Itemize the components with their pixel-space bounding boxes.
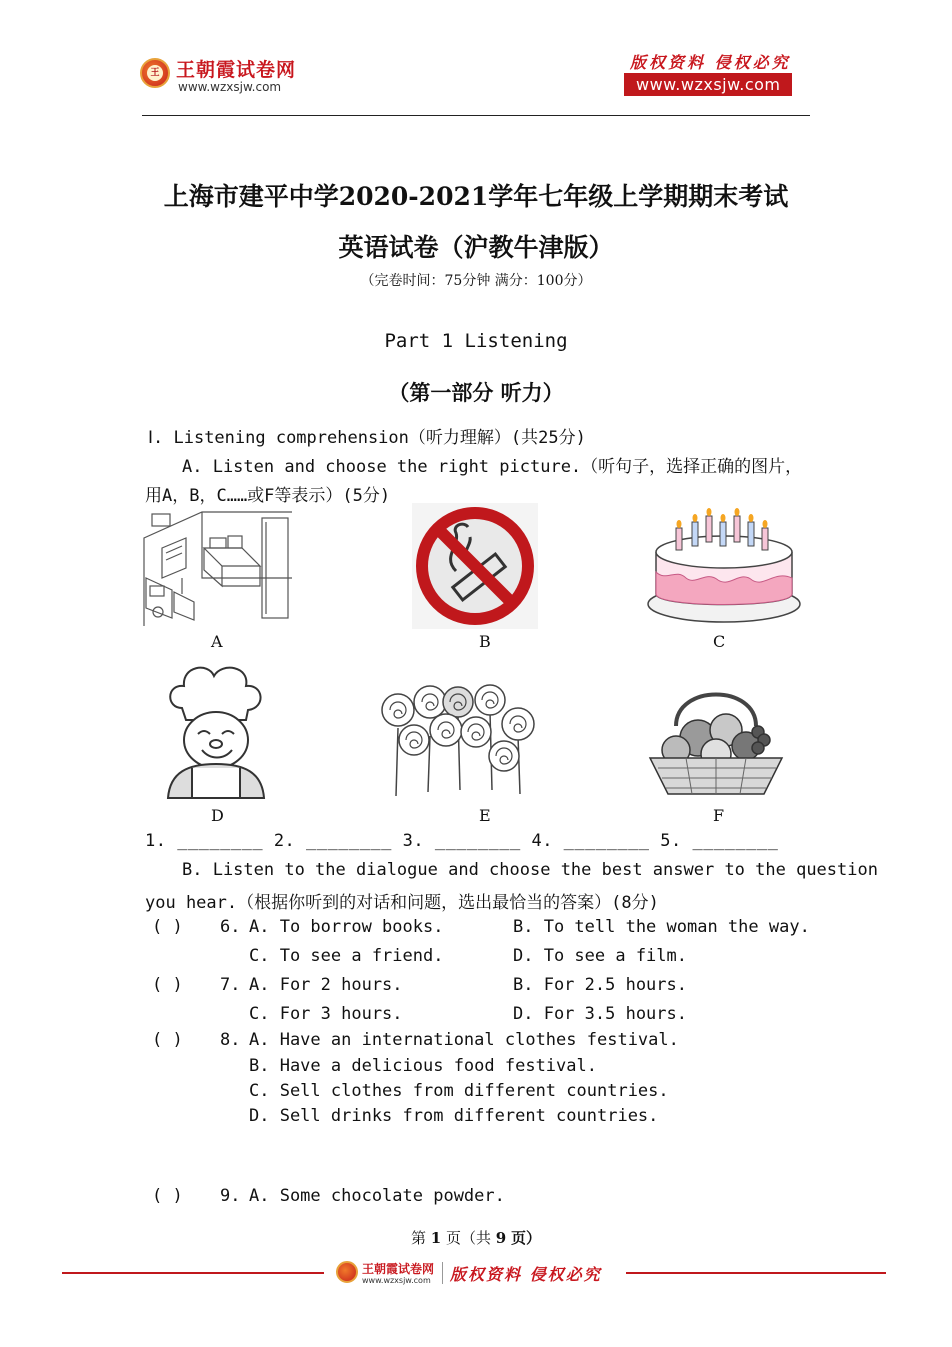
picture-label-e: E [479,806,491,825]
answer-blanks[interactable]: 1. ________ 2. ________ 3. ________ 4. ________ 5. ________ [145,831,779,851]
option-7a: A. For 2 hours. [249,975,403,995]
fruit-basket-picture [646,676,786,800]
lollipops-picture [378,680,550,800]
logo-url[interactable]: www.wzxsjw.com [178,80,282,94]
birthday-cake-picture [646,508,802,626]
section-a-instruction-1: A. Listen and choose the right picture.（听句子，选择正确的图片， [182,457,803,477]
footer-logo-url[interactable]: www.wzxsjw.com [362,1276,431,1285]
option-6c: C. To see a friend. [249,946,444,966]
no-smoking-sign [412,503,538,629]
question-number-7: 7. [220,975,241,995]
page-current: 1 [430,1229,442,1247]
question-number-9: 9. [220,1186,241,1206]
footer-rights: 版权资料 侵权必究 [450,1265,602,1284]
picture-label-f: F [713,806,725,825]
part-title-en: Part 1 Listening [384,330,568,352]
answer-paren-8[interactable]: ( ) [152,1030,183,1050]
footer-separator [442,1262,443,1284]
option-7c: C. For 3 hours. [249,1004,403,1024]
option-8a: A. Have an international clothes festival. [249,1030,679,1050]
bedroom-picture [142,508,294,628]
picture-label-a: A [211,632,223,651]
question-number-8: 8. [220,1030,241,1050]
picture-label-b: B [479,632,491,651]
picture-label-c: C [713,632,726,651]
option-8c: C. Sell clothes from different countries. [249,1081,669,1101]
page-total: 9 [495,1229,507,1247]
section-b-instruction-2: you hear.（根据你听到的对话和问题，选出最恰当的答案）(8分) [145,893,659,913]
rights-notice: 版权资料 侵权必究 [630,53,791,72]
page-prefix: 第 [410,1229,426,1247]
footer-logo-title: 王朝霞试卷网 [362,1262,435,1276]
page-suffix: 页） [511,1229,542,1247]
section-b-instruction-1: B. Listen to the dialogue and choose the best answer to the question [182,860,878,880]
answer-paren-6[interactable]: ( ) [152,917,183,937]
section-a-instruction-2: 用A，B，C……或F等表示）(5分) [145,486,391,506]
option-6d: D. To see a film. [513,946,687,966]
logo-emblem [140,58,170,88]
section-heading: Ⅰ. Listening comprehension（听力理解）(共25分) [148,428,586,448]
part-title-zh: （第一部分 听力） [388,380,564,405]
option-6b: B. To tell the woman the way. [513,917,810,937]
option-7b: B. For 2.5 hours. [513,975,687,995]
logo-badge: 王 [147,65,163,81]
chef-picture [160,660,272,800]
exam-subtitle: 英语试卷（沪教牛津版） [338,233,614,262]
page-mid: 页（共 [445,1229,491,1247]
page-number [0,1227,952,1248]
footer-rule-right [626,1272,886,1274]
logo-title: 王朝霞试卷网 [176,59,297,81]
footer-logo-emblem [336,1261,358,1283]
footer-rule-left [62,1272,324,1274]
exam-note: （完卷时间：75分钟 满分：100分） [360,273,592,289]
header-divider [142,115,810,116]
exam-title: 上海市建平中学2020-2021学年七年级上学期期末考试 [163,182,789,211]
option-9a: A. Some chocolate powder. [249,1186,505,1206]
option-7d: D. For 3.5 hours. [513,1004,687,1024]
question-number-6: 6. [220,917,241,937]
option-8d: D. Sell drinks from different countries. [249,1106,659,1126]
option-8b: B. Have a delicious food festival. [249,1056,597,1076]
answer-paren-9[interactable]: ( ) [152,1186,183,1206]
option-6a: A. To borrow books. [249,917,444,937]
picture-label-d: D [211,806,224,825]
answer-paren-7[interactable]: ( ) [152,975,183,995]
rights-url[interactable]: www.wzxsjw.com [624,73,792,96]
